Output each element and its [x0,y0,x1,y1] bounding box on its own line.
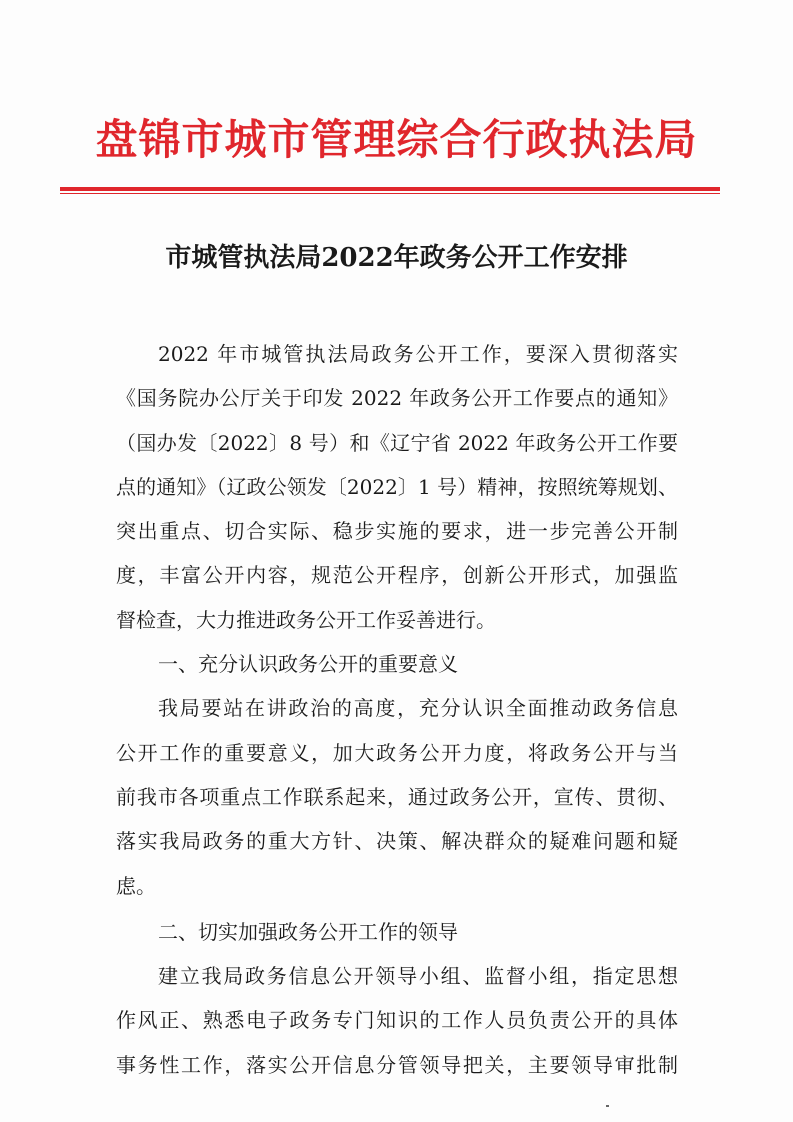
text-line: 度，丰富公开内容，规范公开程序，创新公开形式，加强监 [116,563,678,588]
text-line: 点的通知》（辽政公领发〔2022〕1 号）精神，按照统筹规划、 [116,474,678,499]
letterhead-rule [60,187,720,194]
text-line: 2022 年市城管执法局政务公开工作，要深入贯彻落实 [158,342,678,366]
text-line: 公开工作的重要意义，加大政务公开力度，将政务公开与当 [116,740,678,765]
text-line: 事务性工作，落实公开信息分管领导把关，主要领导审批制 [116,1052,678,1077]
text-line: 督检查，大力推进政务公开工作妥善进行。 [116,607,496,632]
document-title: 市城管执法局2022年政务公开工作安排 [165,243,628,273]
section-1-paragraph [116,686,678,907]
text-line: 建立我局政务信息公开领导小组、监督小组，指定思想 [158,964,678,989]
text-line: 突出重点、切合实际、稳步实施的要求，进一步完善公开制 [116,519,678,544]
text-line: 作风正、熟悉电子政务专门知识的工作人员负责公开的具体 [116,1008,678,1033]
letterhead-rule-thin [60,193,720,194]
letterhead-rule-thick [60,187,720,191]
document-body [116,332,678,1087]
text-line: （国办发〔2022〕8 号）和《辽宁省 2022 年政务公开工作要 [116,430,678,455]
section-heading-2: 二、切实加强政务公开工作的领导 [158,919,458,944]
text-line: 落实我局政务的重大方针、决策、解决群众的疑难问题和疑 [116,829,678,854]
scan-speck [606,1105,609,1107]
text-line: 前我市各项重点工作联系起来，通过政务公开，宣传、贯彻、 [116,784,678,809]
text-line: 虑。 [116,873,156,898]
intro-paragraph [116,332,678,642]
text-line: 《国务院办公厅关于印发 2022 年政务公开工作要点的通知》 [116,386,678,411]
section-2-paragraph [116,954,678,1087]
section-heading-1: 一、充分认识政务公开的重要意义 [158,652,458,677]
text-line: 我局要站在讲政治的高度，充分认识全面推动政务信息 [158,696,678,721]
agency-letterhead: 盘锦市城市管理综合行政执法局 [95,115,698,164]
